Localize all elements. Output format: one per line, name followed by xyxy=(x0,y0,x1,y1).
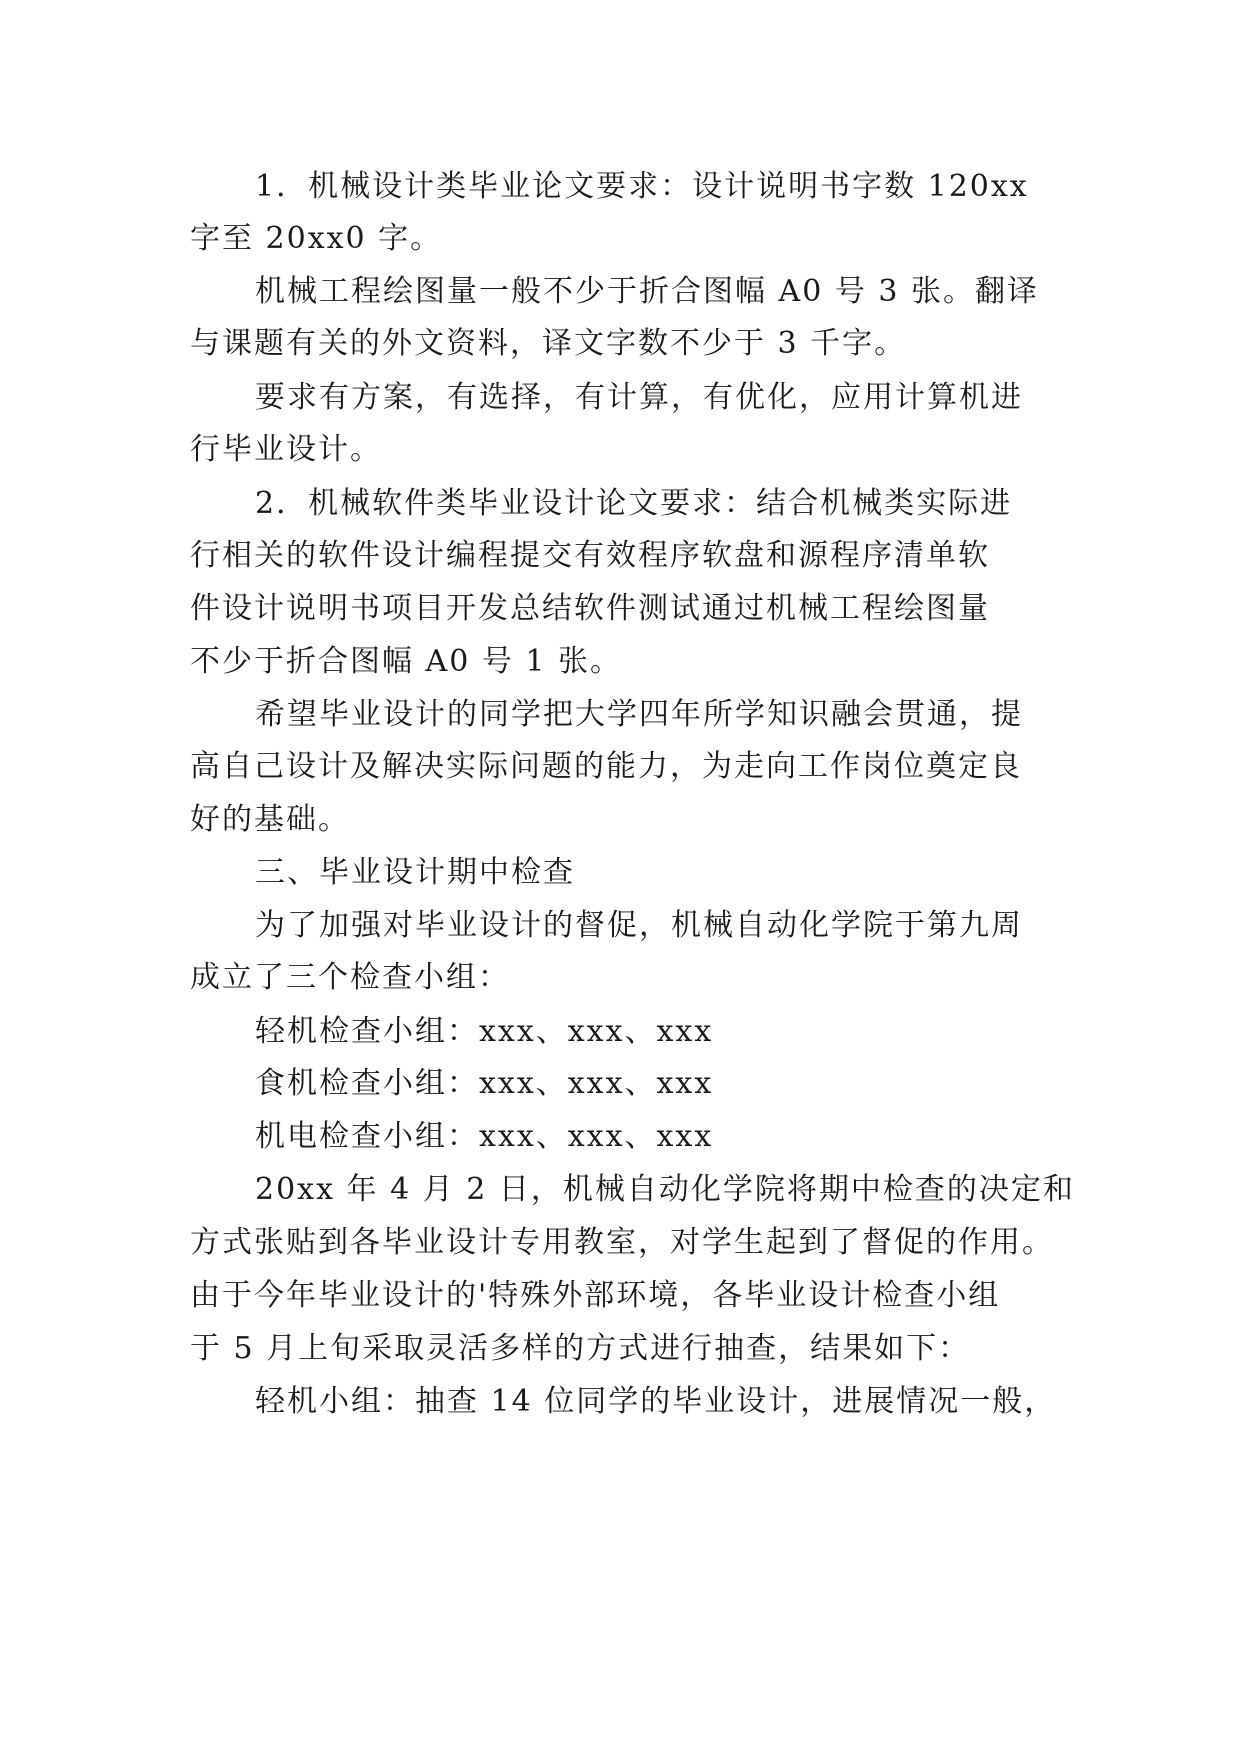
text-line: 好的基础。 xyxy=(190,802,350,837)
text-line: 高自己设计及解决实际问题的能力，为走向工作岗位奠定良 xyxy=(190,749,1022,784)
section-heading: 三、毕业设计期中检查 xyxy=(255,855,575,890)
text-line: 方式张贴到各毕业设计专用教室，对学生起到了督促的作用。 xyxy=(190,1225,1054,1260)
text-line: 1．机械设计类毕业论文要求：设计说明书字数 120xx xyxy=(255,169,1029,204)
text-line: 机械工程绘图量一般不少于折合图幅 A0 号 3 张。翻译 xyxy=(255,274,1039,309)
text-line: 2．机械软件类毕业设计论文要求：结合机械类实际进 xyxy=(255,486,1013,521)
text-line: 轻机小组：抽查 14 位同学的毕业设计，进展情况一般， xyxy=(255,1384,1057,1419)
group-line: 食机检查小组：xxx、xxx、xxx xyxy=(255,1066,714,1101)
text-line: 不少于折合图幅 A0 号 1 张。 xyxy=(190,644,622,679)
text-line: 行毕业设计。 xyxy=(190,432,382,467)
text-line: 由于今年毕业设计的'特殊外部环境，各毕业设计检查小组 xyxy=(190,1278,1001,1313)
text-line: 要求有方案，有选择，有计算，有优化，应用计算机进 xyxy=(255,380,1023,415)
text-line: 希望毕业设计的同学把大学四年所学知识融会贯通，提 xyxy=(255,697,1023,732)
group-line: 机电检查小组：xxx、xxx、xxx xyxy=(255,1119,714,1154)
text-line: 件设计说明书项目开发总结软件测试通过机械工程绘图量 xyxy=(190,591,990,626)
text-line: 于 5 月上旬采取灵活多样的方式进行抽查，结果如下： xyxy=(190,1331,971,1366)
text-line: 为了加强对毕业设计的督促，机械自动化学院于第九周 xyxy=(255,908,1023,943)
text-line: 成立了三个检查小组： xyxy=(190,960,510,995)
text-line: 20xx 年 4 月 2 日，机械自动化学院将期中检查的决定和 xyxy=(255,1172,1075,1207)
text-line: 字至 20xx0 字。 xyxy=(190,221,443,256)
group-line: 轻机检查小组：xxx、xxx、xxx xyxy=(255,1014,714,1049)
text-line: 行相关的软件设计编程提交有效程序软盘和源程序清单软 xyxy=(190,538,990,573)
text-line: 与课题有关的外文资料，译文字数不少于 3 千字。 xyxy=(190,326,907,361)
